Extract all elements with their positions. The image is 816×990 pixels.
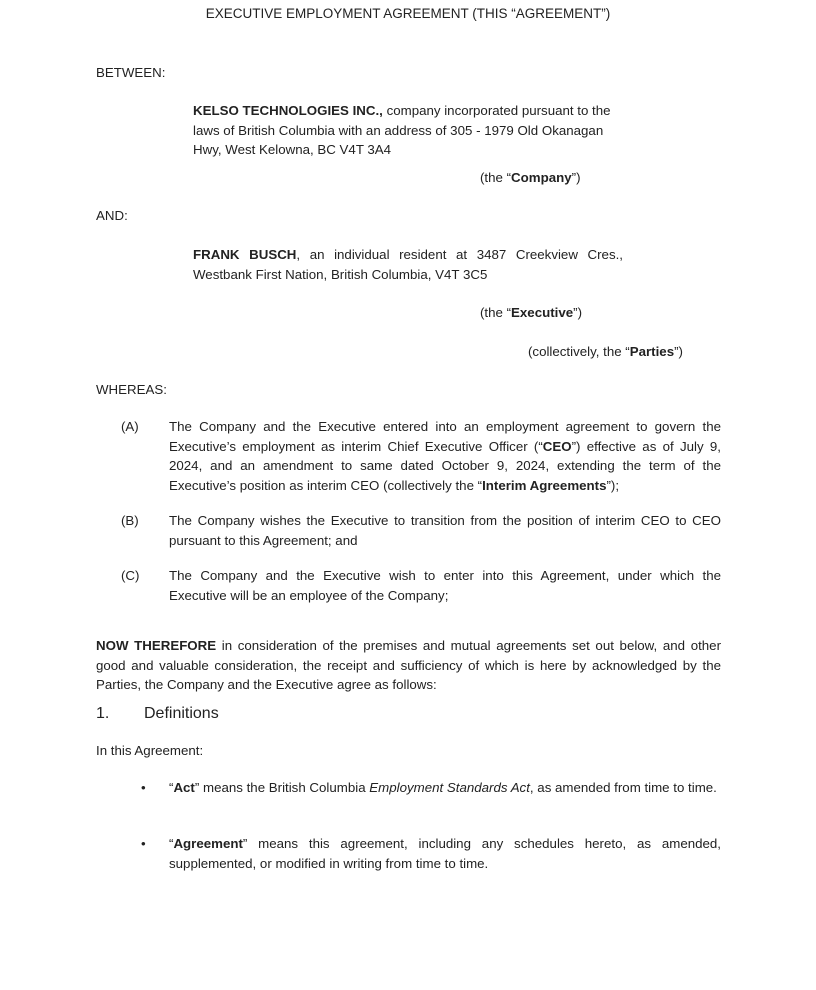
recital-c-marker: (C): [121, 568, 140, 583]
recital-b-marker: (B): [121, 513, 139, 528]
recital-a-marker: (A): [121, 419, 139, 434]
defined-term-company: Company: [511, 170, 572, 185]
recital-a-text: [169, 417, 721, 495]
definition-act: [169, 778, 721, 798]
recital-text: ”) effective as of July 9, 2024, and an amendment to same dated October 9, 2024, extending the term of the Executive’s position as interim CEO (collectively the “: [169, 438, 721, 493]
definition-text: ” means this agreement, including any schedules hereto, as amended, supplemented, or modified in writing from time to time.: [169, 836, 721, 871]
defined-term-agreement: Agreement: [173, 836, 243, 851]
executive-defined-term: [480, 303, 582, 323]
company-party-block: [193, 101, 633, 160]
company-defined-term: [480, 168, 581, 188]
recital-b-text: The Company wishes the Executive to transition from the position of interim CEO to CEO pursuant to this Agreement; and: [169, 513, 721, 548]
defined-prefix: (the “: [480, 170, 512, 185]
defined-term-parties: Parties: [629, 344, 675, 359]
statute-name: Employment Standards Act: [369, 780, 530, 795]
between-label: BETWEEN:: [96, 65, 166, 80]
whereas-label: WHEREAS:: [96, 382, 167, 397]
bullet-icon: •: [141, 780, 146, 795]
definition-agreement: [169, 834, 721, 873]
defined-suffix: ”): [571, 170, 581, 185]
and-label: AND:: [96, 208, 128, 223]
executive-party-block: [193, 245, 623, 284]
quote: “: [169, 780, 174, 795]
recital-text: ”);: [606, 477, 620, 493]
company-name: KELSO TECHNOLOGIES INC.,: [193, 103, 383, 118]
recital-text: The Company and the Executive entered into an employment agreement to govern the Executive’s employment as interim Chief Executive Officer (“: [169, 419, 721, 454]
section-1-number: 1.: [96, 705, 110, 722]
bullet-icon: •: [141, 836, 146, 851]
now-therefore-lead: NOW THEREFORE: [96, 638, 217, 653]
defined-suffix: ”): [674, 344, 683, 359]
defined-term-act: Act: [173, 780, 195, 795]
company-description: company incorporated pursuant to the laws of British Columbia with an address of 305 - 1979 Old Okanagan Hwy, West Kelowna, BC V4T 3A4: [193, 103, 611, 157]
recital-c-text: The Company and the Executive wish to enter into this Agreement, under which the Executive will be an employee of the Company;: [169, 568, 721, 603]
defined-prefix: (collectively, the “: [528, 344, 630, 359]
defined-prefix: (the “: [480, 305, 512, 320]
now-therefore-text: in consideration of the premises and mutual agreements set out below, and other good and valuable consideration, the receipt and sufficiency of which is here by acknowledged by the Parties, the Company and the Executive agree as follows:: [96, 638, 721, 692]
defined-suffix: ”): [573, 305, 582, 320]
defined-term-interim-agreements: Interim Agreements: [482, 477, 607, 493]
definition-text: , as amended from time to time.: [529, 780, 717, 795]
executive-name: FRANK BUSCH: [193, 247, 297, 262]
parties-defined-term: [528, 342, 683, 362]
defined-term-executive: Executive: [511, 305, 574, 320]
definition-text: ” means the British Columbia: [194, 780, 370, 795]
section-1-intro: In this Agreement:: [96, 743, 204, 758]
defined-term-ceo: CEO: [542, 438, 572, 454]
executive-description: , an individual resident at 3487 Creekview Cres., Westbank First Nation, British Columbia, V4T 3C5: [193, 247, 623, 282]
section-1-heading: Definitions: [144, 705, 219, 722]
now-therefore-paragraph: [96, 636, 721, 695]
document-title: EXECUTIVE EMPLOYMENT AGREEMENT (THIS “AGREEMENT”): [205, 6, 611, 21]
quote: “: [169, 836, 174, 851]
